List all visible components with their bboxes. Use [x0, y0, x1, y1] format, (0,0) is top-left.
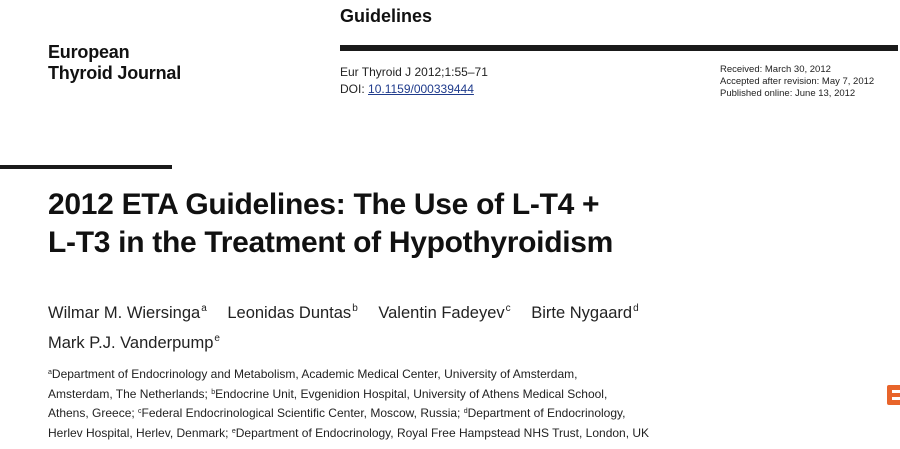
author[interactable] — [378, 296, 510, 326]
author-affiliation-mark: c — [505, 303, 511, 314]
author[interactable] — [227, 296, 357, 326]
header-rule — [340, 45, 898, 51]
author-affiliation-mark: b — [352, 303, 358, 314]
publisher-badge-icon[interactable] — [887, 385, 900, 405]
date-accepted: Accepted after revision: May 7, 2012 — [720, 76, 875, 87]
affiliation-line — [48, 364, 748, 384]
affiliation-text: Herlev Hospital, Herlev, Denmark; — [48, 425, 232, 440]
author-name: Leonidas Duntas — [227, 304, 352, 322]
author[interactable] — [531, 296, 638, 326]
article-title-line2: L-T3 in the Treatment of Hypothyroidism — [48, 226, 614, 259]
journal-name-line2: Thyroid Journal — [48, 63, 182, 83]
affiliation-text: Athens, Greece; — [48, 406, 139, 420]
author-affiliation-mark: a — [201, 303, 207, 314]
doi-line — [340, 81, 488, 98]
journal-name — [48, 42, 181, 84]
author-affiliation-mark: d — [633, 303, 639, 314]
affiliation-text: Federal Endocrinological Scientific Center, Moscow, Russia; — [141, 406, 464, 420]
journal-name-line1: European — [48, 42, 130, 62]
section-label: Guidelines — [340, 6, 433, 26]
affiliation-text: Department of Endocrinology and Metabolism, Academic Medical Center, University of Amsterdam, — [51, 367, 578, 381]
doi-link[interactable]: 10.1159/000339444 — [368, 82, 474, 96]
citation-block — [340, 64, 488, 98]
affiliation-mark: c — [138, 408, 142, 415]
article-title — [48, 186, 808, 262]
date-received: Received: March 30, 2012 — [720, 64, 831, 75]
affiliation-line — [48, 384, 748, 404]
doi-label: DOI: — [340, 82, 369, 96]
affiliations — [48, 364, 748, 442]
author-name: Birte Nygaard — [531, 304, 633, 322]
affiliation-line — [48, 403, 748, 423]
affiliation-text: Department of Endocrinology, Royal Free Hampstead NHS Trust, London, UK — [235, 425, 650, 440]
affiliation-line — [48, 423, 748, 443]
affiliation-mark: e — [231, 427, 236, 435]
author-affiliation-mark: e — [214, 333, 220, 344]
author-name: Mark P.J. Vanderpump — [48, 334, 214, 352]
author[interactable] — [48, 326, 220, 356]
author[interactable] — [48, 296, 207, 326]
article-title-line1: 2012 ETA Guidelines: The Use of L-T4 + — [48, 188, 600, 221]
affiliation-text: Amsterdam, The Netherlands; — [48, 386, 212, 401]
affiliation-mark: d — [463, 408, 468, 415]
citation-ref: Eur Thyroid J 2012;1:55–71 — [340, 65, 488, 79]
publication-dates — [720, 64, 874, 100]
author-list — [48, 296, 808, 356]
date-published: Published online: June 13, 2012 — [720, 88, 856, 99]
affiliation-mark: a — [48, 369, 52, 376]
affiliation-text: Department of Endocrinology, — [467, 406, 626, 420]
affiliation-mark: b — [211, 388, 216, 396]
author-name: Valentin Fadeyev — [378, 304, 505, 322]
author-name: Wilmar M. Wiersinga — [48, 304, 201, 322]
title-rule — [0, 165, 172, 169]
affiliation-text: Endocrine Unit, Evgenidion Hospital, University of Athens Medical School, — [215, 386, 608, 401]
